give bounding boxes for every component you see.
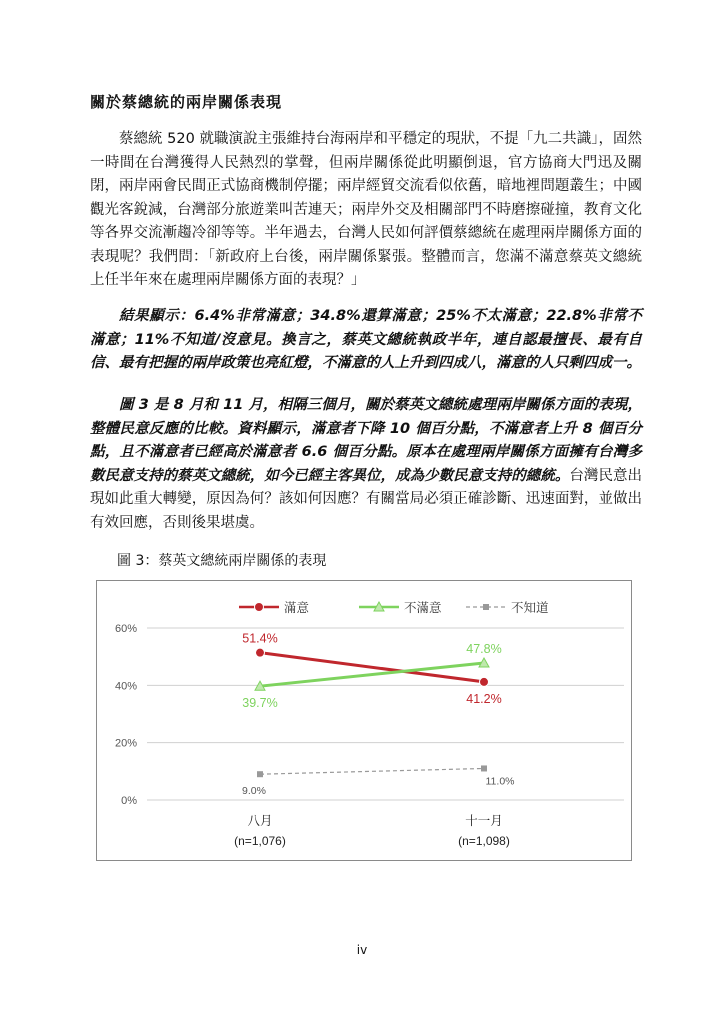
section-heading: 關於蔡總統的兩岸關係表現	[90, 93, 283, 111]
line-chart-frame	[96, 580, 632, 861]
x-tick-sublabel: (n=1,098)	[458, 834, 510, 848]
data-point	[481, 765, 487, 771]
paragraph-intro: 蔡總統 520 就職演說主張維持台海兩岸和平穩定的現狀，不提「九二共識」，固然一時間在台灣獲得人民熱烈的掌聲，但兩岸關係從此明顯倒退，官方協商大門迅及關閉，兩岸兩會民間正式協商機制停擺；兩岸經貿交流看似依舊，暗地裡問題叢生；中國觀光客銳減，台灣部分旅遊業叫苦連天；兩岸外交及相關部門不時磨擦碰撞，教育文化等各界交流漸趨冷卻等等。半年過去，台灣人民如何評價蔡總統在處理兩岸關係方面的表現呢？我們問：「新政府上台後，兩岸關係緊張。整體而言，您滿不滿意蔡英文總統上任半年來在處理兩岸關係方面的表現？」	[90, 131, 642, 288]
data-label: 47.8%	[466, 641, 502, 656]
x-tick-sublabel: (n=1,076)	[234, 834, 286, 848]
data-label: 39.7%	[242, 696, 278, 711]
y-tick-label: 40%	[114, 680, 137, 693]
figure-caption: 圖 3：蔡英文總統兩岸關係的表現	[117, 553, 327, 569]
paragraph-analysis-emphasis: 圖 3 是 8 月和 11 月，相隔三個月，關於蔡英文總統處理兩岸關係方面的表現，整體民意反應的比較。資料顯示，滿意者下降 10 個百分點，不滿意者上升 8 個百分點，且不滿意者已經高於滿意者 6.6 個百分點。原本在處理兩岸關係方面擁有台灣多數民意支持的蔡英文總統，如今已經主客異位，成為少數民意支持的總統。	[90, 397, 642, 484]
paragraph-results: 結果顯示：6.4%非常滿意；34.8%還算滿意；25%不太滿意；22.8%非常不滿意；11%不知道/沒意見。換言之，蔡英文總統執政半年，連自認最擅長、最有自信、最有把握的兩岸政策也亮紅燈，不滿意的人上升到四成八，滿意的人只剩四成一。	[90, 308, 642, 371]
legend-label: 不滿意	[404, 601, 442, 615]
data-label: 9.0%	[242, 785, 266, 798]
series-line	[260, 768, 484, 774]
legend-marker	[255, 603, 264, 612]
paragraph-analysis-tail: 台灣民意出現如此重大轉變，原因為何？該如何因應？有關當局必須正確診斷、迅速面對，並做出有效回應，否則後果堪虞。	[90, 467, 642, 531]
legend-label: 滿意	[284, 601, 310, 615]
page-number: iv	[356, 943, 368, 957]
data-label: 11.0%	[485, 775, 515, 788]
y-tick-label: 0%	[121, 795, 137, 807]
data-point	[256, 648, 265, 657]
legend-label: 不知道	[511, 601, 549, 615]
data-label: 41.2%	[466, 691, 502, 706]
data-point	[480, 677, 489, 686]
x-tick-label: 十一月	[465, 814, 503, 828]
y-tick-label: 60%	[114, 623, 137, 635]
line-chart	[97, 581, 631, 860]
x-tick-label: 八月	[247, 814, 273, 828]
y-tick-label: 20%	[114, 737, 137, 750]
paragraph-analysis	[90, 394, 642, 535]
data-label: 51.4%	[242, 631, 278, 646]
data-point	[257, 771, 263, 777]
legend-marker	[483, 604, 489, 610]
